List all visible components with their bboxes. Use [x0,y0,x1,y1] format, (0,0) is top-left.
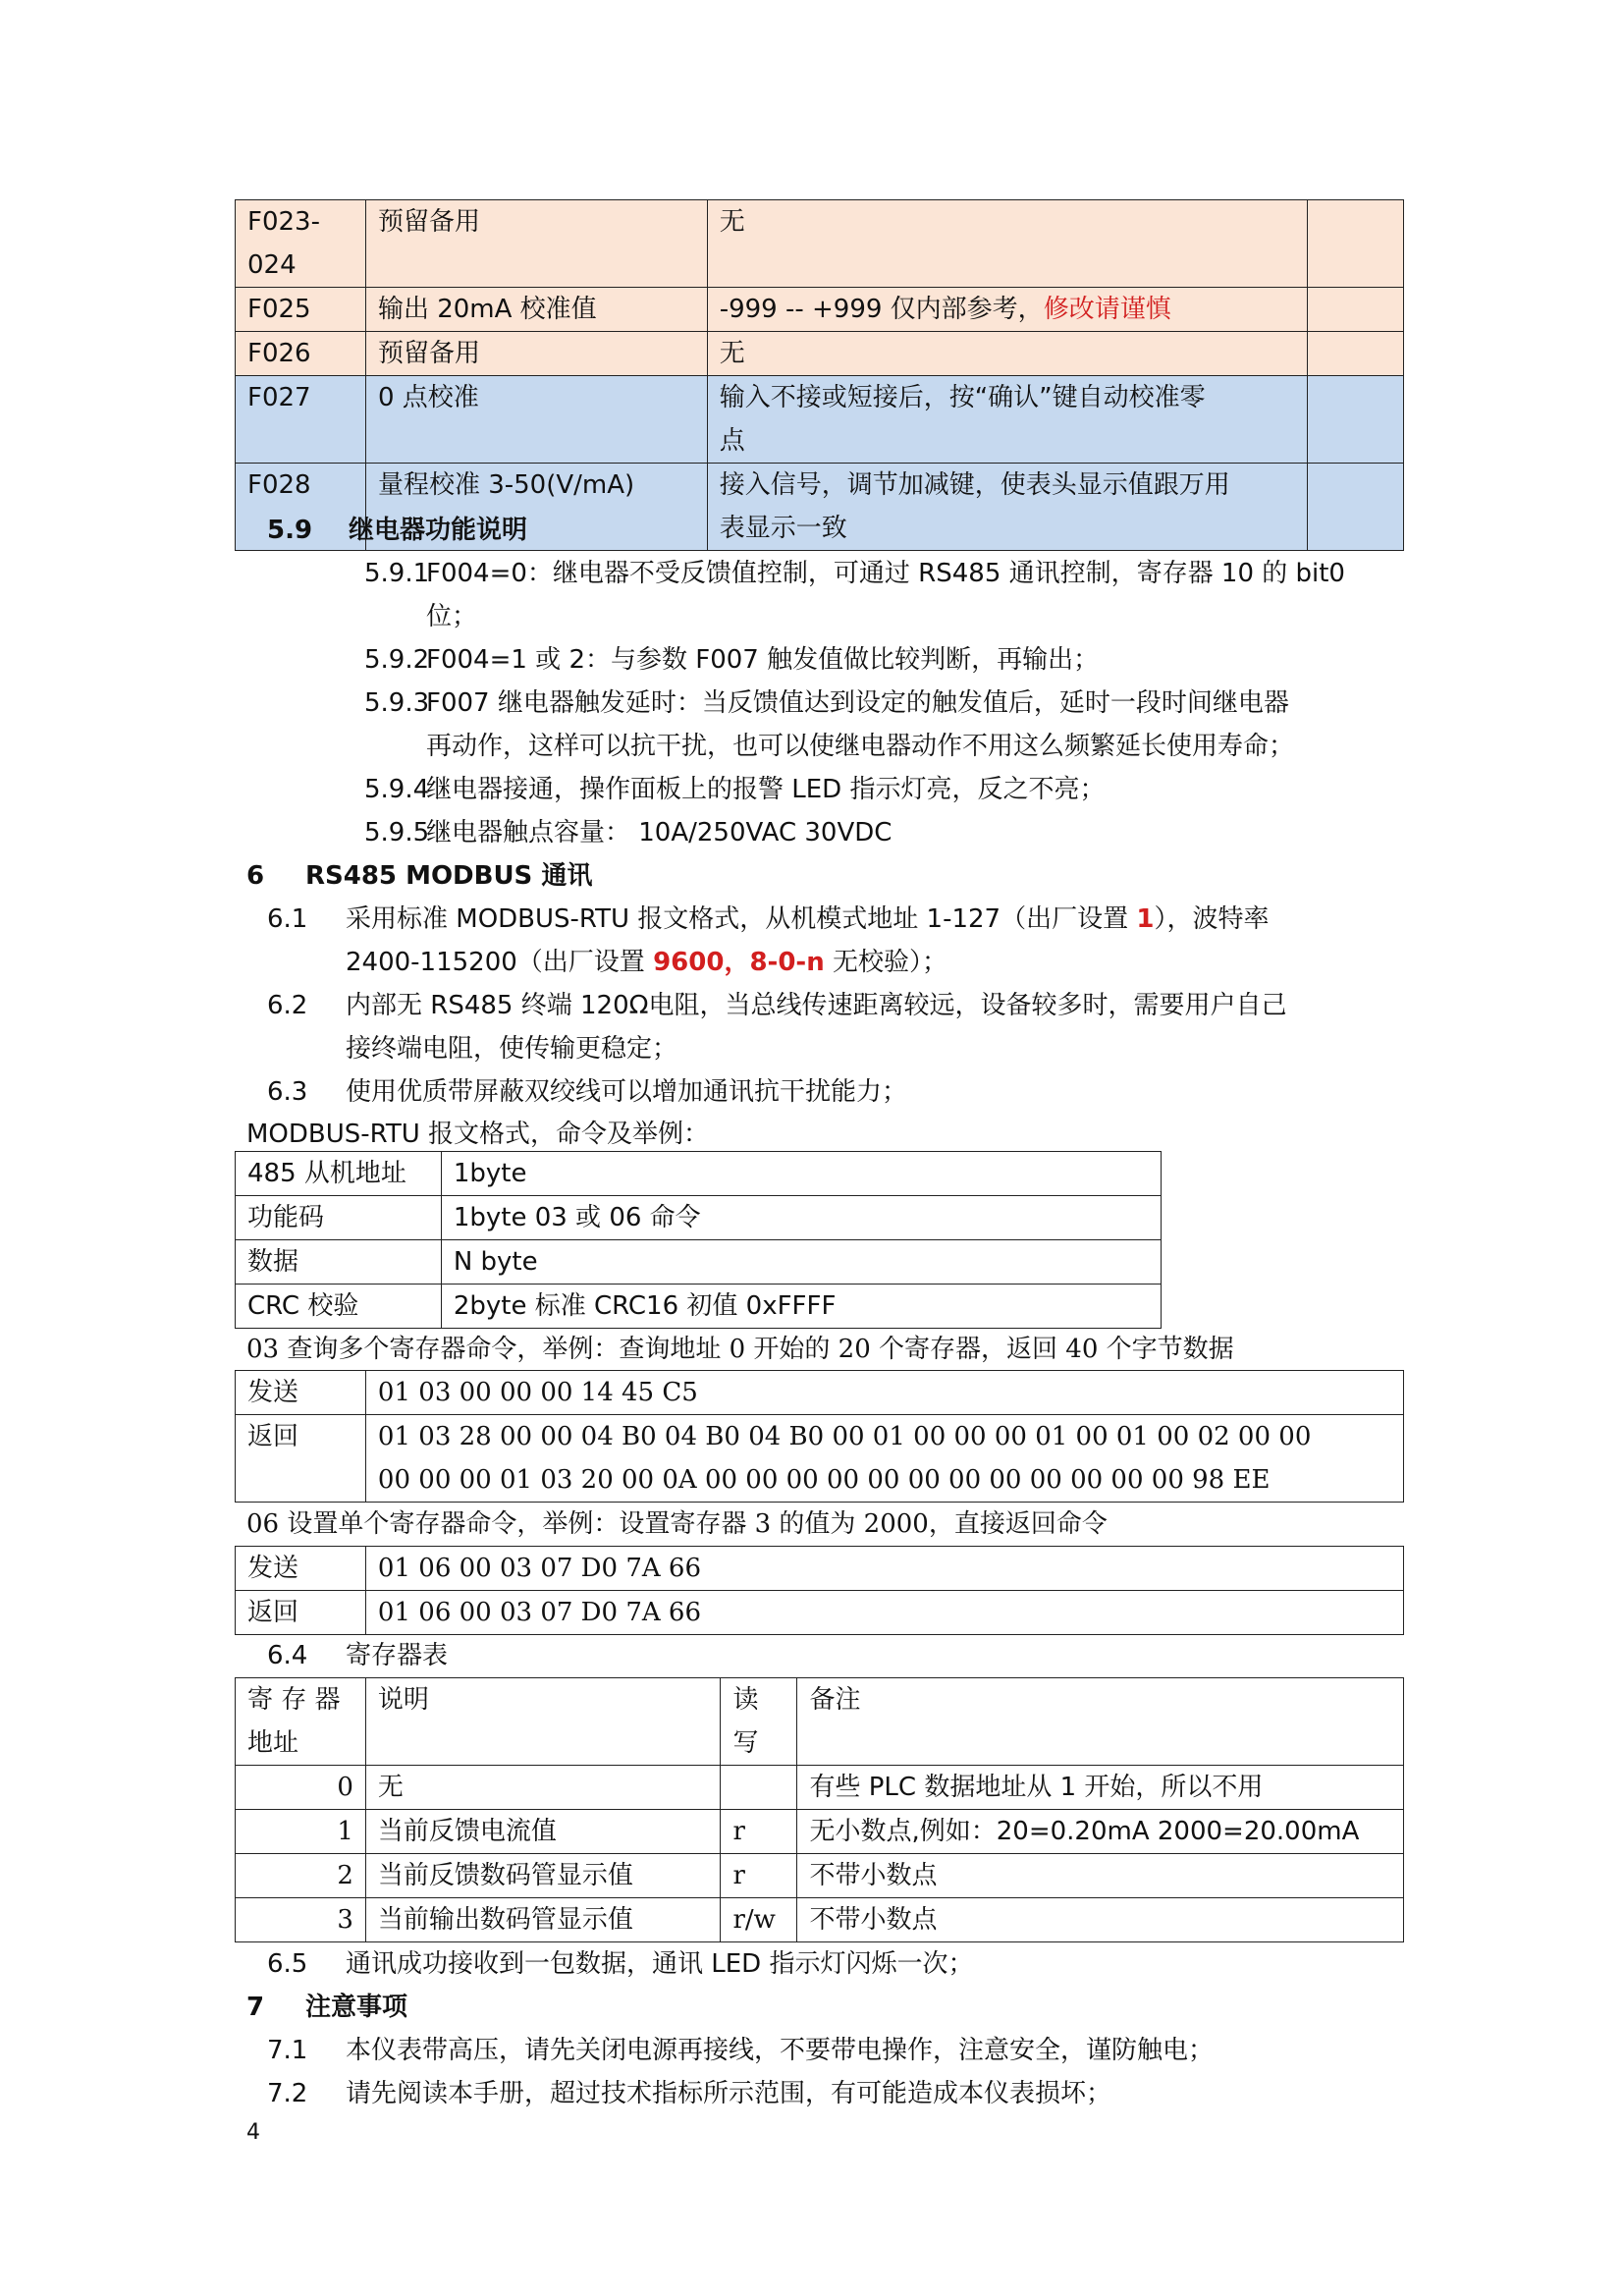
table-row [236,1415,1404,1503]
table-cell: 功能码 [236,1196,442,1240]
header-cell: 备注 [797,1678,1404,1766]
table-row [236,1854,1404,1898]
table-cell: N byte [441,1240,1161,1285]
param-row [236,376,1404,464]
page-number: 4 [246,2120,260,2145]
table-cell: r [721,1810,797,1854]
param-code: F027 [236,376,366,464]
table-cell: 当前反馈电流值 [365,1810,721,1854]
param-code: F026 [236,332,366,376]
param-name: 输出 20mA 校准值 [365,288,707,332]
table-cell [721,1766,797,1810]
table-cell: r [721,1854,797,1898]
header-cell: 寄 存 器 地址 [236,1678,366,1766]
param-name: 0 点校准 [365,376,707,464]
header-cell: 读 写 [721,1678,797,1766]
table-row [236,1591,1404,1635]
cmd06-caption: 06 设置单个寄存器命令，举例：设置寄存器 3 的值为 2000，直接返回命令 [246,1509,1108,1539]
table-row [236,1285,1162,1329]
table-cell: CRC 校验 [236,1285,442,1329]
section-heading-7: 7 注意事项 [246,1993,408,2022]
param-extra [1308,200,1404,288]
modbus-format-table [235,1151,1162,1329]
paragraph-6-1-continued: 2400-115200（出厂设置 9600，8-0-n 无校验）； [346,948,947,977]
table-row [236,1547,1404,1591]
param-name: 预留备用 [365,200,707,288]
header-cell: 说明 [365,1678,721,1766]
table-cell: 1byte 03 或 06 命令 [441,1196,1161,1240]
cmd03-caption: 03 查询多个寄存器命令，举例：查询地址 0 开始的 20 个寄存器，返回 40 个字节数据 [246,1335,1234,1364]
table-row [236,1766,1404,1810]
paragraph-6-4: 6.4 寄存器表 [267,1641,449,1670]
table-cell: 无小数点,例如：20=0.20mA 2000=20.00mA [797,1810,1404,1854]
table-cell: 01 03 28 00 00 04 B0 04 B0 04 B0 00 01 00 00 00 01 00 01 00 02 00 00 00 00 00 01 03 20 00 0A 00 00 00 00 00 00 00 00 00 00 00 00 98 EE [365,1415,1403,1503]
table-cell: 不带小数点 [797,1854,1404,1898]
list-item: 5.9.3F007 继电器触发延时：当反馈值达到设定的触发值后，延时一段时间继电器 [364,688,1289,718]
table-cell: 返回 [236,1591,366,1635]
list-item: 5.9.5继电器触点容量： 10A/250VAC 30VDC [364,818,893,847]
table-cell: 发送 [236,1547,366,1591]
param-row [236,332,1404,376]
table-cell: 不带小数点 [797,1898,1404,1942]
paragraph-6-5: 6.5 通讯成功接收到一包数据，通讯 LED 指示灯闪烁一次； [267,1949,974,1979]
list-item: 5.9.2F004=1 或 2：与参数 F007 触发值做比较判断，再输出； [364,645,1100,675]
table-row [236,1196,1162,1240]
cmd06-table [235,1546,1404,1635]
table-cell: 0 [236,1766,366,1810]
table-cell: 01 03 00 00 00 14 45 C5 [365,1371,1403,1415]
register-table [235,1677,1404,1942]
table-cell: 1byte [441,1152,1161,1196]
warning-text: 修改请谨慎 [1043,295,1171,324]
parameter-table [235,199,1404,551]
table-header-row [236,1678,1404,1766]
param-desc: 无 [707,332,1307,376]
table-row [236,1152,1162,1196]
table-cell: 485 从机地址 [236,1152,442,1196]
table-cell: 发送 [236,1371,366,1415]
table-row [236,1898,1404,1942]
param-extra [1308,332,1404,376]
paragraph-6-2-continued: 接终端电阻，使传输更稳定； [346,1034,678,1064]
list-item: 5.9.4继电器接通，操作面板上的报警 LED 指示灯亮，反之不亮； [364,775,1106,804]
table-cell: 2byte 标准 CRC16 初值 0xFFFF [441,1285,1161,1329]
param-extra [1308,376,1404,464]
section-heading-5-9: 5.9 继电器功能说明 [267,516,528,545]
paragraph-6-2: 6.2 内部无 RS485 终端 120Ω电阻，当总线传速距离较远，设备较多时，需要用户自己 [267,991,1287,1020]
param-row [236,200,1404,288]
table-cell: 数据 [236,1240,442,1285]
cmd03-table [235,1370,1404,1503]
table-row [236,1371,1404,1415]
table-cell: r/w [721,1898,797,1942]
param-code: F025 [236,288,366,332]
table-cell: 当前输出数码管显示值 [365,1898,721,1942]
param-desc: -999 -- +999 仅内部参考，修改请谨慎 [707,288,1307,332]
list-item-continued: 位； [426,602,478,631]
format-caption: MODBUS-RTU 报文格式，命令及举例： [246,1120,710,1149]
table-cell: 01 06 00 03 07 D0 7A 66 [365,1591,1403,1635]
table-row [236,1810,1404,1854]
paragraph-6-1: 6.1 采用标准 MODBUS-RTU 报文格式，从机模式地址 1-127（出厂设置 1），波特率 [267,904,1270,934]
param-extra [1308,464,1404,551]
paragraph-6-3: 6.3 使用优质带屏蔽双绞线可以增加通讯抗干扰能力； [267,1077,908,1107]
param-code: F023-024 [236,200,366,288]
table-cell: 1 [236,1810,366,1854]
table-cell: 无 [365,1766,721,1810]
list-item-continued: 再动作，这样可以抗干扰，也可以使继电器动作不用这么频繁延长使用寿命； [426,732,1295,761]
table-cell: 返回 [236,1415,366,1503]
list-item: 5.9.1F004=0：继电器不受反馈值控制，可通过 RS485 通讯控制，寄存器 10 的 bit0 [364,559,1345,588]
param-code: F028 [236,464,366,551]
section-heading-6: 6 RS485 MODBUS 通讯 [246,861,593,891]
table-cell: 2 [236,1854,366,1898]
param-desc: 输入不接或短接后，按“确认”键自动校准零 点 [707,376,1307,464]
param-desc: 接入信号，调节加减键，使表头显示值跟万用 表显示一致 [707,464,1307,551]
paragraph-7-2: 7.2 请先阅读本手册，超过技术指标所示范围，有可能造成本仪表损坏； [267,2079,1112,2108]
param-name: 量程校准 3-50(V/mA) [365,464,707,551]
table-cell: 01 06 00 03 07 D0 7A 66 [365,1547,1403,1591]
table-cell: 有些 PLC 数据地址从 1 开始，所以不用 [797,1766,1404,1810]
paragraph-7-1: 7.1 本仪表带高压，请先关闭电源再接线，不要带电操作，注意安全，谨防触电； [267,2036,1215,2065]
table-row [236,1240,1162,1285]
param-extra [1308,288,1404,332]
param-row [236,288,1404,332]
param-desc: 无 [707,200,1307,288]
param-name: 预留备用 [365,332,707,376]
table-cell: 3 [236,1898,366,1942]
table-cell: 当前反馈数码管显示值 [365,1854,721,1898]
